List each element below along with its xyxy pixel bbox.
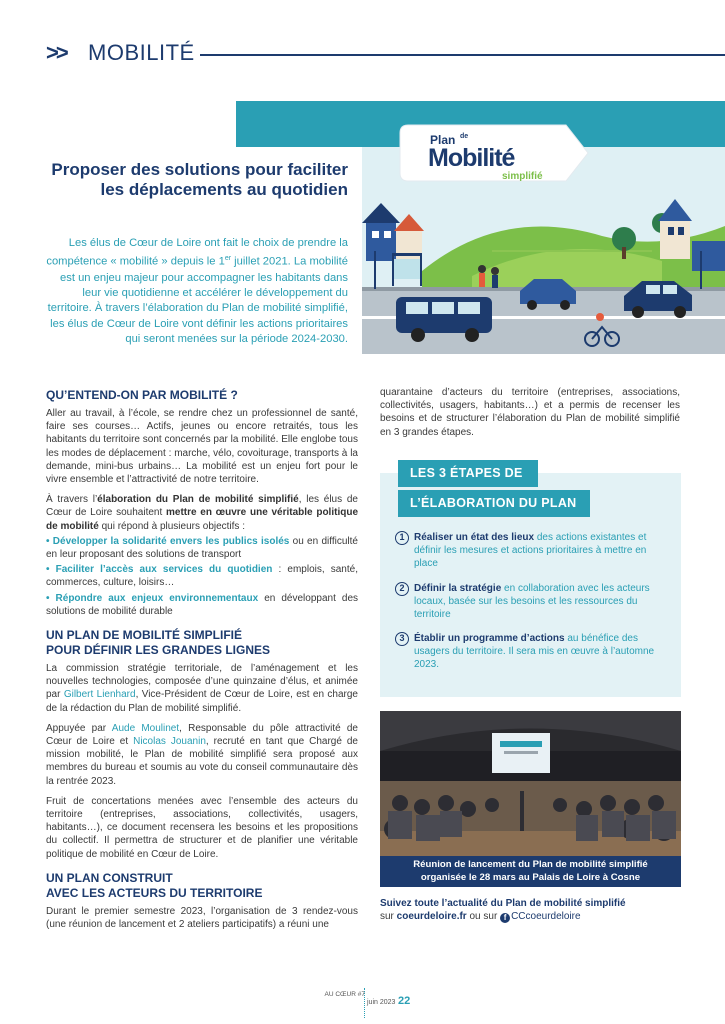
steps-box (380, 466, 681, 697)
right-column-text (380, 386, 680, 446)
text: , Vice-Président de Cœur de Loire, est en charge de la rédaction du Plan de mobilité simplifié. (46, 689, 358, 714)
magazine-name: AU CŒUR #7 (324, 991, 365, 998)
step-text: des actions existantes et définir les mesures et actions prioritaires à mettre en place (414, 532, 647, 569)
heading-line: AVEC LES ACTEURS DU TERRITOIRE (46, 885, 263, 900)
hero-illustration (362, 101, 725, 354)
step-title: Établir un programme d’actions (414, 633, 565, 644)
text-bold: élaboration du Plan de mobilité simplifié (97, 494, 299, 506)
facebook-link[interactable]: CCcoeurdeloire (511, 911, 581, 922)
hero-title: Proposer des solutions pour faciliter les déplacements au quotidien (51, 160, 348, 199)
caption-line: organisée le 28 mars au Palais de Loire à Cosne (420, 871, 641, 883)
page-footer (312, 988, 422, 1010)
bullet-text: en développant des solutions de mobilité durable (46, 592, 359, 617)
step-number-icon: 2 (395, 582, 409, 596)
section-heading-plan (46, 628, 358, 658)
step-text: au bénéfice des usagers du territoire. Il sera mis en œuvre à l’automne 2023. (414, 633, 655, 670)
follow-title: Suivez toute l’actualité du Plan de mobilité simplifié (380, 898, 626, 909)
left-column (46, 388, 358, 938)
text: Appuyée par (46, 722, 112, 734)
steps-heading-line1: LES 3 ÉTAPES DE (398, 460, 538, 487)
text: , les élus de Cœur de Loire souhaitent (46, 494, 358, 519)
paragraph: Aller au travail, à l’école, se rendre chez un professionnel de santé, faire ses courses… Actifs, jeunes ou encore retraités, tous les habitants du territoire sont concernés par la mobilité. Elle englobe tous les modes de déplacement : marche, vélo, covoiturage, transports à la demande, mini-bus urbains… La mobilité est un enjeu fort pour le vivre ensemble et l’attractivité de notre territoire. (46, 408, 358, 486)
logo-de: de (460, 133, 469, 140)
step-item (399, 531, 664, 570)
page-number: 22 (398, 995, 411, 1007)
text: , recruté en tant que Chargé de mission mobilité, le Plan de mobilité simplifié sera proposé aux membres du bureau et soumis au vote du conseil communautaire dès la rentrée 2023. (46, 736, 358, 787)
follow-text: sur (380, 911, 397, 922)
paragraph: Fruit de concertations menées avec l’ensemble des acteurs du territoire (entreprises, associations, collectivités, usagers, habitants…), ce document recensera les besoins et les propositions du collectif. Il permettra de structurer et de planifier une véritable politique de mobilité en Cœur de Loire. (46, 795, 358, 860)
follow-text: ou sur (466, 911, 501, 922)
section-header (46, 38, 686, 68)
person-name: Nicolas Jouanin (133, 736, 206, 748)
person-name: Gilbert Lienhard (63, 689, 136, 701)
bullet-item (46, 563, 358, 589)
double-chevron-icon: >> (46, 40, 66, 65)
step-title: Définir la stratégie (414, 583, 502, 594)
step-number-icon: 3 (395, 632, 409, 646)
step-text: en collaboration avec les acteurs locaux, basée sur les besoins et les ressources du territoire (414, 583, 650, 620)
hero-intro-sup: er (224, 255, 232, 263)
bullet-text: ou en difficulté en leur proposant des solutions de transport (46, 535, 358, 561)
text: À travers l’ (46, 494, 98, 506)
paragraph: Durant le premier semestre 2023, l’organisation de 3 rendez-vous (une réunion de lancement et 2 ateliers participatifs) a réuni une (46, 905, 358, 931)
paragraph (46, 493, 358, 533)
logo-mobilite: Mobilité (428, 144, 515, 172)
caption-line: Réunion de lancement du Plan de mobilité simplifié (413, 859, 648, 870)
bullet-bold: • Faciliter l’accès aux services du quotidien (46, 564, 273, 576)
heading-line: UN PLAN CONSTRUIT (46, 870, 173, 885)
hero-intro-a: Les élus de Cœur de Loire ont fait le choix de prendre la compétence « mobilité » depuis le 1 (46, 237, 348, 269)
footer-separator (364, 988, 365, 1018)
hero-intro (40, 236, 348, 348)
photo-caption (380, 856, 681, 887)
step-number-icon: 1 (395, 531, 409, 545)
section-title: MOBILITÉ (88, 40, 195, 65)
text: , Responsable du pôle attractivité de Cœur de Loire et (46, 722, 358, 748)
step-title: Réaliser un état des lieux (414, 532, 535, 543)
paragraph (46, 722, 358, 788)
text-bold: mettre en œuvre une véritable politique de mobilité (46, 507, 359, 532)
bullet-text: : emplois, santé, commerces, culture, loisirs… (46, 564, 358, 589)
person-name: Aude Moulinet (111, 722, 180, 734)
header-rule (200, 54, 725, 56)
bullet-bold: • Développer la solidarité envers les publics isolés (46, 535, 290, 547)
website-link[interactable]: coeurdeloire.fr (396, 911, 467, 922)
facebook-icon: f (500, 913, 510, 923)
step-item (399, 632, 664, 671)
text: La commission stratégie territoriale, de l’aménagement et les nouvelles technologies, composée d’une quinzaine d’élus, et animée par (46, 663, 358, 701)
steps-heading-line2: L’ÉLABORATION DU PLAN (398, 490, 590, 517)
paragraph (46, 662, 358, 715)
issue-date: juin 2023 (367, 999, 396, 1006)
heading-line: UN PLAN DE MOBILITÉ SIMPLIFIÉ (46, 628, 243, 643)
bullet-bold: • Répondre aux enjeux environnementaux (46, 592, 259, 604)
step-item (399, 582, 664, 621)
logo-plan: Plan (430, 133, 456, 147)
logo (430, 133, 580, 183)
hero-intro-b: juillet 2021. La mobilité est un enjeu majeur pour accompagner les habitants dans leur vie quotidienne et accélérer le développement du territoire. À travers l’élaboration du Plan de mobilité simplifié, les élus de Cœur de Loire vont définir les actions prioritaires qui seront menées sur la période 2024-2030. (47, 256, 348, 346)
follow-block (380, 897, 680, 923)
bullet-item (46, 535, 358, 561)
paragraph-continued: quarantaine d’acteurs du territoire (entreprises, associations, collectivités, usagers, habitants…) et a permis de recenser les besoins et de structurer l’élaboration du Plan de mobilité simplifié en 3 grandes étapes. (380, 387, 680, 438)
bullet-item (46, 592, 358, 618)
heading-line: POUR DÉFINIR LES GRANDES LIGNES (46, 643, 271, 658)
text: qui répond à plusieurs objectifs : (98, 520, 245, 532)
section-heading-acteurs (46, 871, 358, 901)
logo-simplifie: simplifié (502, 171, 543, 182)
section-heading-mobilite: QU’ENTEND-ON PAR MOBILITÉ ? (46, 388, 238, 402)
